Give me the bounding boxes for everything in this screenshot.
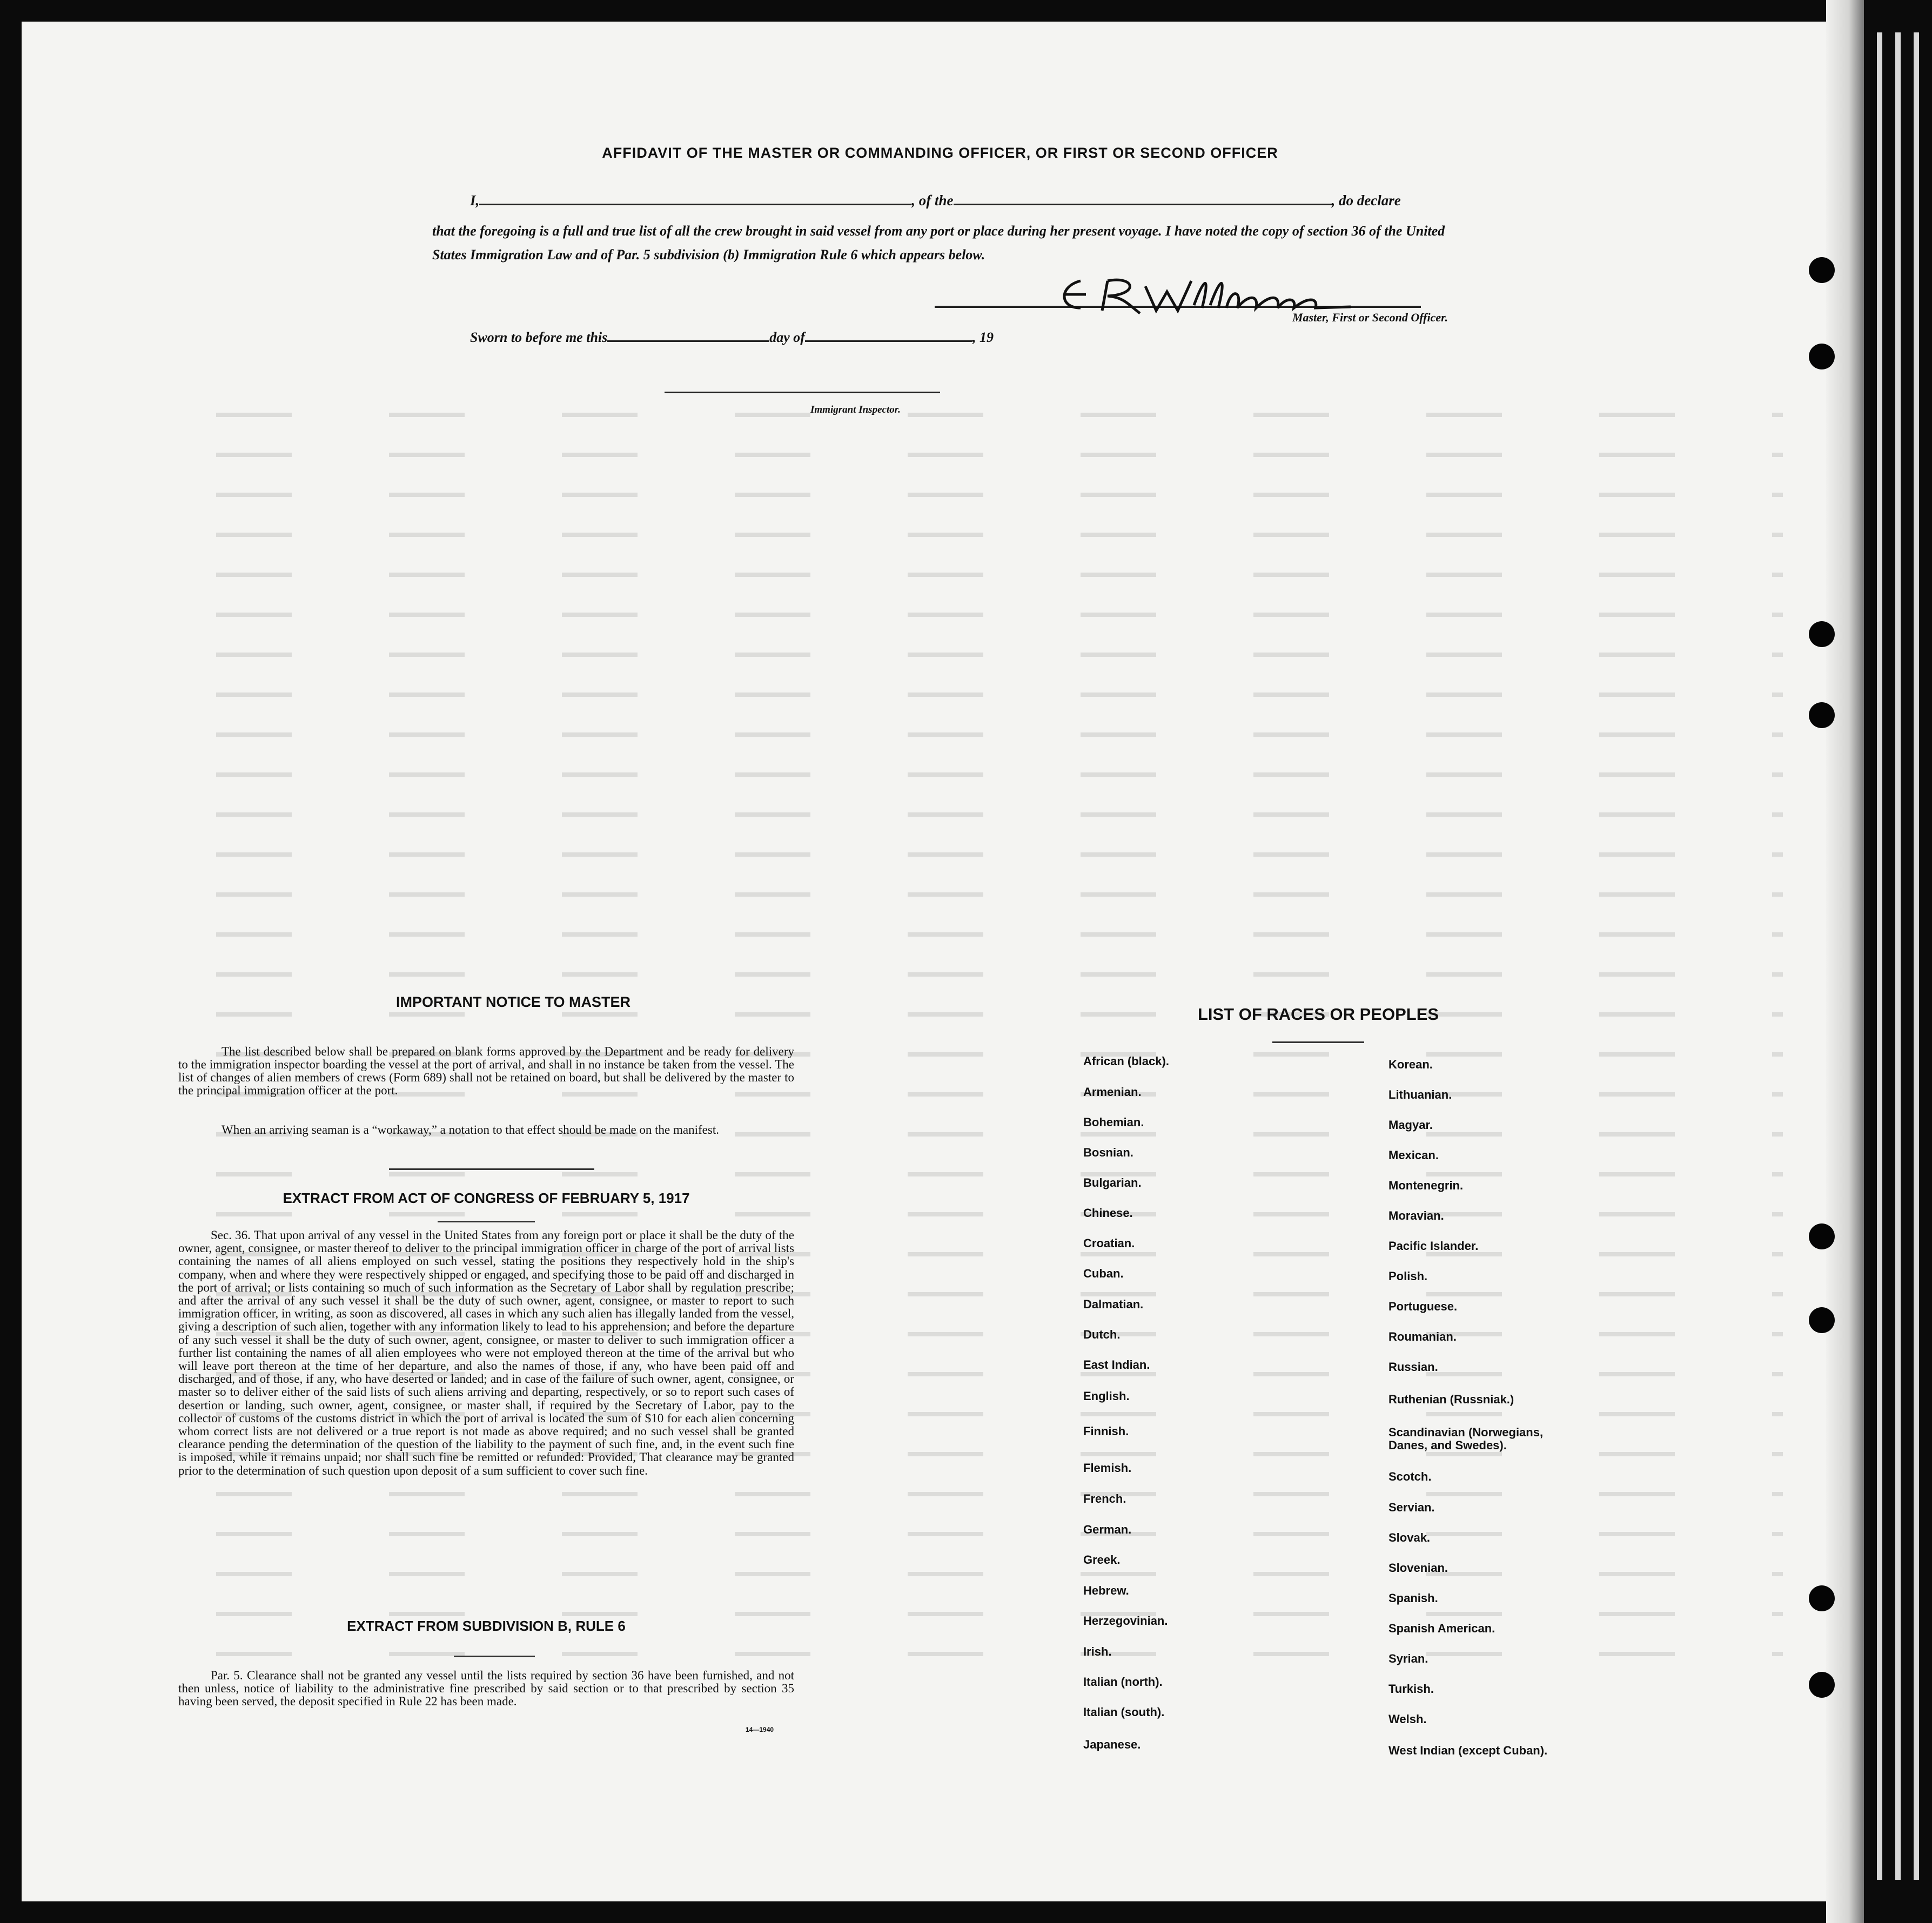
race-item: French. — [1083, 1492, 1126, 1505]
race-item: Syrian. — [1388, 1652, 1428, 1665]
race-item: Magyar. — [1388, 1118, 1433, 1132]
race-item: English. — [1083, 1389, 1130, 1403]
affidavit-body: that the foregoing is a full and true list of all the crew brought in said vessel from any port or place during her present voyage. I have noted the copy of section 36 of the United States Immigration Law and of Par. 5 subdivision (b) Immigration Rule 6 which appears below. — [432, 223, 1445, 263]
race-item: Dutch. — [1083, 1328, 1121, 1341]
page-edge-shadow — [1826, 0, 1864, 1923]
divider — [438, 1221, 535, 1222]
race-item: Japanese. — [1083, 1738, 1141, 1751]
punch-hole — [1809, 702, 1835, 728]
notice-title: IMPORTANT NOTICE TO MASTER — [396, 994, 630, 1010]
punch-hole — [1809, 1223, 1835, 1249]
race-item: Servian. — [1388, 1501, 1435, 1514]
race-item: Dalmatian. — [1083, 1297, 1144, 1311]
race-item: Moravian. — [1388, 1209, 1444, 1222]
punch-hole — [1809, 1672, 1835, 1698]
race-item: Slovak. — [1388, 1531, 1431, 1544]
races-title: LIST OF RACES OR PEOPLES — [1197, 1005, 1439, 1024]
race-item: African (black). — [1083, 1054, 1169, 1068]
extract-rule-title: EXTRACT FROM SUBDIVISION B, RULE 6 — [347, 1618, 626, 1634]
race-item: Armenian. — [1083, 1085, 1142, 1099]
race-item: Bosnian. — [1083, 1146, 1133, 1159]
race-item: Flemish. — [1083, 1461, 1132, 1475]
race-item: Mexican. — [1388, 1148, 1439, 1162]
race-item: Korean. — [1388, 1058, 1433, 1071]
inspector-caption: Immigrant Inspector. — [810, 404, 901, 415]
race-item: German. — [1083, 1523, 1132, 1536]
punch-hole — [1809, 1307, 1835, 1333]
declarant-line: I, , of the , do declare — [470, 192, 1401, 209]
scan-border-top — [0, 0, 1932, 22]
scan-border-right — [1864, 0, 1932, 1923]
punch-hole — [1809, 1585, 1835, 1611]
race-item: Ruthenian (Russniak.) — [1388, 1393, 1514, 1406]
notice-paragraph: When an arriving seaman is a “workaway,” a notation to that effect should be made on the manifest. — [222, 1123, 719, 1137]
sworn-line: Sworn to before me this day of , 19 — [470, 330, 994, 345]
extract-rule-text: Par. 5. Clearance shall not be granted any vessel until the lists required by section 36 have been furnished, and not then unless, notice of liability to the administrative fine prescribed by said section or to that prescribed by section 35 having been served, the deposit specified in Rule 22 has been made. — [178, 1669, 794, 1708]
inspector-signature-line — [665, 392, 940, 393]
race-item: Italian (north). — [1083, 1675, 1163, 1689]
race-item: Portuguese. — [1388, 1300, 1458, 1313]
race-item: Hebrew. — [1083, 1584, 1129, 1597]
punch-hole — [1809, 621, 1835, 647]
race-item: Spanish American. — [1388, 1622, 1495, 1635]
signature-caption: Master, First or Second Officer. — [1292, 311, 1448, 324]
race-item: Roumanian. — [1388, 1330, 1457, 1343]
race-item: Lithuanian. — [1388, 1088, 1452, 1101]
race-item: Scandinavian (Norwegians, Danes, and Swedes). — [1388, 1426, 1544, 1452]
race-item: Italian (south). — [1083, 1705, 1165, 1719]
race-item: Greek. — [1083, 1553, 1121, 1566]
scan-border-bottom — [0, 1901, 1932, 1923]
sworn-month-blank[interactable] — [805, 333, 972, 342]
form-number: 14—1940 — [746, 1726, 774, 1733]
race-item: Finnish. — [1083, 1424, 1129, 1438]
race-item: Bohemian. — [1083, 1115, 1144, 1129]
divider — [1272, 1041, 1364, 1043]
race-item: Irish. — [1083, 1645, 1112, 1658]
divider — [454, 1656, 535, 1657]
name-blank[interactable] — [479, 196, 911, 205]
race-item: Herzegovinian. — [1083, 1614, 1168, 1628]
vessel-blank[interactable] — [954, 196, 1332, 205]
extract-congress-title: EXTRACT FROM ACT OF CONGRESS OF FEBRUARY 5, 1917 — [283, 1190, 690, 1206]
race-item: Chinese. — [1083, 1206, 1133, 1220]
notice-paragraph: The list described below shall be prepared on blank forms approved by the Department and be ready for delivery to the immigration inspector boarding the vessel at the port of arrival, and shall in no instance be taken from the vessel. The list of changes of alien members of crews (Form 689) shall not be retained on board, but shall be delivered by the master to the principal immigration officer at the port. — [178, 1045, 794, 1097]
race-item: Croatian. — [1083, 1236, 1135, 1250]
divider — [389, 1168, 594, 1170]
extract-congress-text: Sec. 36. That upon arrival of any vessel in the United States from any foreign port or place it shall be the duty of the owner, agent, consignee, or master thereof to deliver to the principal immigration officer in charge of the port of arrival lists containing the names of all aliens employed on such vessel, stating the positions they respectively hold in the ship's company, when and where they were respectively shipped or engaged, and specifying those to be paid off and discharged in the port of arrival; or lists containing so much of such information as the Secretary of Labor shall by regulation prescribe; and after the arrival of any such vessel it shall be the duty of such owner, agent, consignee, or master to report to such immigration officer, in writing, as soon as discovered, all cases in which any such alien has illegally landed from the vessel, giving a description of such alien, together with any information likely to lead to his apprehension; and before the departure of any such vessel it shall be the duty of such owner, agent, consignee, or master to deliver to such immigration officer a further list containing the names of all alien employees who were not employed thereon at the time of the arrival but who will leave port thereon at the time of her departure, and also the names of those, if any, who have been paid off and discharged, and of those, if any, who have deserted or landed; and in case of the failure of such owner, agent, consignee, or master so to deliver either of the said lists of such aliens arriving and departing, respectively, or so to report such cases of desertion or landing, such owner, agent, consignee, or master shall, if required by the Secretary of Labor, pay to the collector of customs of the customs district in which the port of arrival is located the sum of $10 for each alien concerning whom correct lists are not delivered or a true report is not made as above required; and no such vessel shall be granted clearance pending the determination of the question of the liability to the payment of such fine, and, in the event such fine is imposed, while it remains unpaid; nor shall such fine be remitted or refunded: Provided, That clearance may be granted prior to the determination of such question upon deposit of a sum sufficient to cover such fine. — [178, 1228, 794, 1477]
race-item: Scotch. — [1388, 1470, 1432, 1483]
race-item: Slovenian. — [1388, 1561, 1448, 1575]
scan-border-left — [0, 0, 22, 1923]
race-item: West Indian (except Cuban). — [1388, 1744, 1548, 1757]
race-item: Spanish. — [1388, 1591, 1438, 1605]
race-item: East Indian. — [1083, 1358, 1150, 1371]
race-item: Bulgarian. — [1083, 1176, 1142, 1189]
punch-hole — [1809, 344, 1835, 369]
race-item: Cuban. — [1083, 1267, 1124, 1280]
race-item: Turkish. — [1388, 1682, 1434, 1696]
race-item: Welsh. — [1388, 1712, 1427, 1726]
race-item: Montenegrin. — [1388, 1179, 1464, 1192]
race-item: Polish. — [1388, 1269, 1428, 1283]
sworn-day-blank[interactable] — [607, 333, 769, 342]
affidavit-title: AFFIDAVIT OF THE MASTER OR COMMANDING OFFICER, OR FIRST OR SECOND OFFICER — [602, 145, 1278, 161]
punch-hole — [1809, 257, 1835, 283]
race-item: Russian. — [1388, 1360, 1438, 1374]
race-item: Pacific Islander. — [1388, 1239, 1479, 1253]
